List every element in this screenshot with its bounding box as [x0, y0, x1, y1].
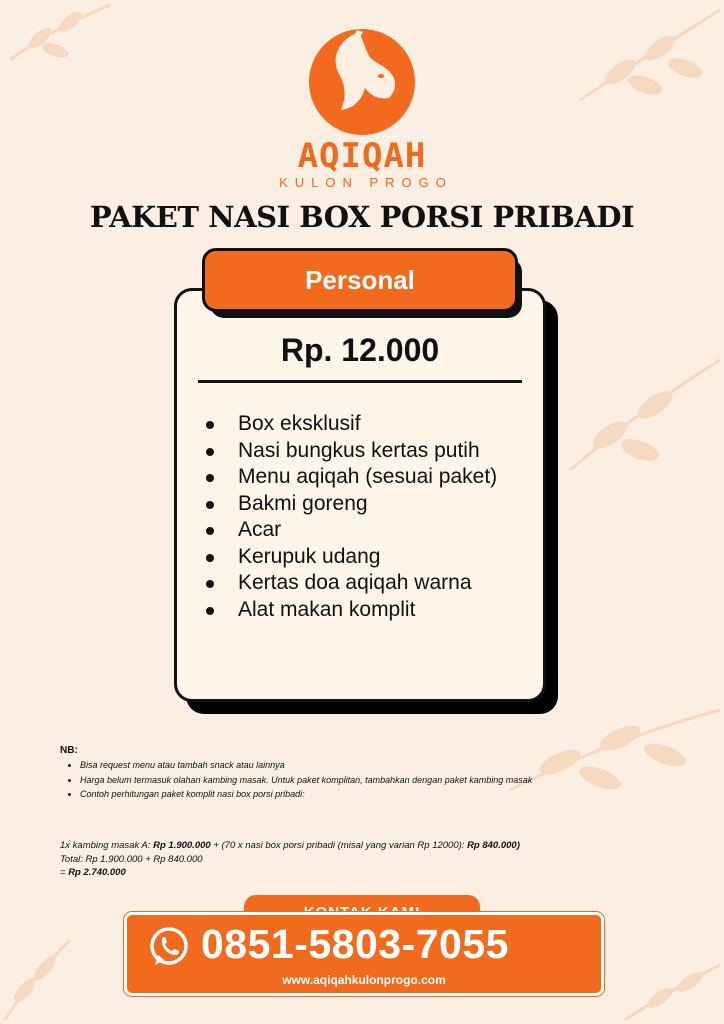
note-item: • Harga belum termasuk olahan kambing masak. Untuk paket komplitan, tambahkan dengan paket kambing masak — [80, 774, 660, 787]
whatsapp-icon — [147, 925, 191, 969]
calc-price-b: Rp 840.000) — [467, 840, 520, 851]
notes-section — [60, 745, 660, 803]
list-item: Bakmi goreng — [204, 491, 497, 518]
list-item: Menu aqiqah (sesuai paket) — [204, 464, 497, 491]
note-item: • Contoh perhitungan paket komplit nasi box porsi pribadi: — [80, 788, 660, 801]
notes-title: NB: — [60, 745, 78, 756]
calc-text: = — [60, 867, 69, 878]
notes-list — [60, 759, 660, 801]
calc-line-3 — [60, 866, 660, 880]
calc-line-1 — [60, 839, 660, 853]
note-item: • Bisa request menu atau tambah snack atau lainnya — [80, 759, 660, 772]
website-link[interactable]: www.aqiqahkulonprogo.com — [282, 973, 446, 987]
list-item: Box eksklusif — [204, 411, 497, 438]
contact-box[interactable] — [124, 912, 604, 996]
list-item: Kertas doa aqiqah warna — [204, 570, 497, 597]
list-item: Alat makan komplit — [204, 597, 497, 624]
goat-logo-icon — [297, 26, 427, 138]
calc-total: Rp 2.740.000 — [68, 867, 126, 878]
brand-subtitle: KULON PROGO — [279, 175, 453, 190]
logo — [0, 26, 724, 138]
calc-text: 1x kambing masak A: — [60, 840, 154, 851]
calc-price-a: Rp 1.900.000 — [153, 840, 211, 851]
leaf-decoration-right-middle — [560, 340, 724, 480]
list-item: Acar — [204, 517, 497, 544]
package-price: Rp. 12.000 — [280, 332, 440, 368]
price-divider — [198, 380, 522, 383]
list-item: Nasi bungkus kertas putih — [204, 438, 497, 465]
leaf-decoration-bottom-left — [0, 930, 80, 1024]
leaf-decoration-bottom-right — [620, 960, 724, 1024]
brand-name: AQIQAH — [297, 136, 427, 176]
page-title: PAKET NASI BOX PORSI PRIBADI — [89, 200, 635, 234]
list-item: Kerupuk udang — [204, 544, 497, 571]
calc-line-2: Total: Rp 1.900.000 + Rp 840.000 — [60, 853, 203, 865]
phone-number[interactable]: 0851-5803-7055 — [201, 921, 509, 967]
package-name-tab: Personal — [202, 248, 518, 312]
calc-text: + (70 x nasi box porsi pribadi (misal yang varian Rp 12000): — [210, 840, 468, 851]
feature-list — [204, 411, 497, 623]
price-calculation — [60, 839, 660, 880]
